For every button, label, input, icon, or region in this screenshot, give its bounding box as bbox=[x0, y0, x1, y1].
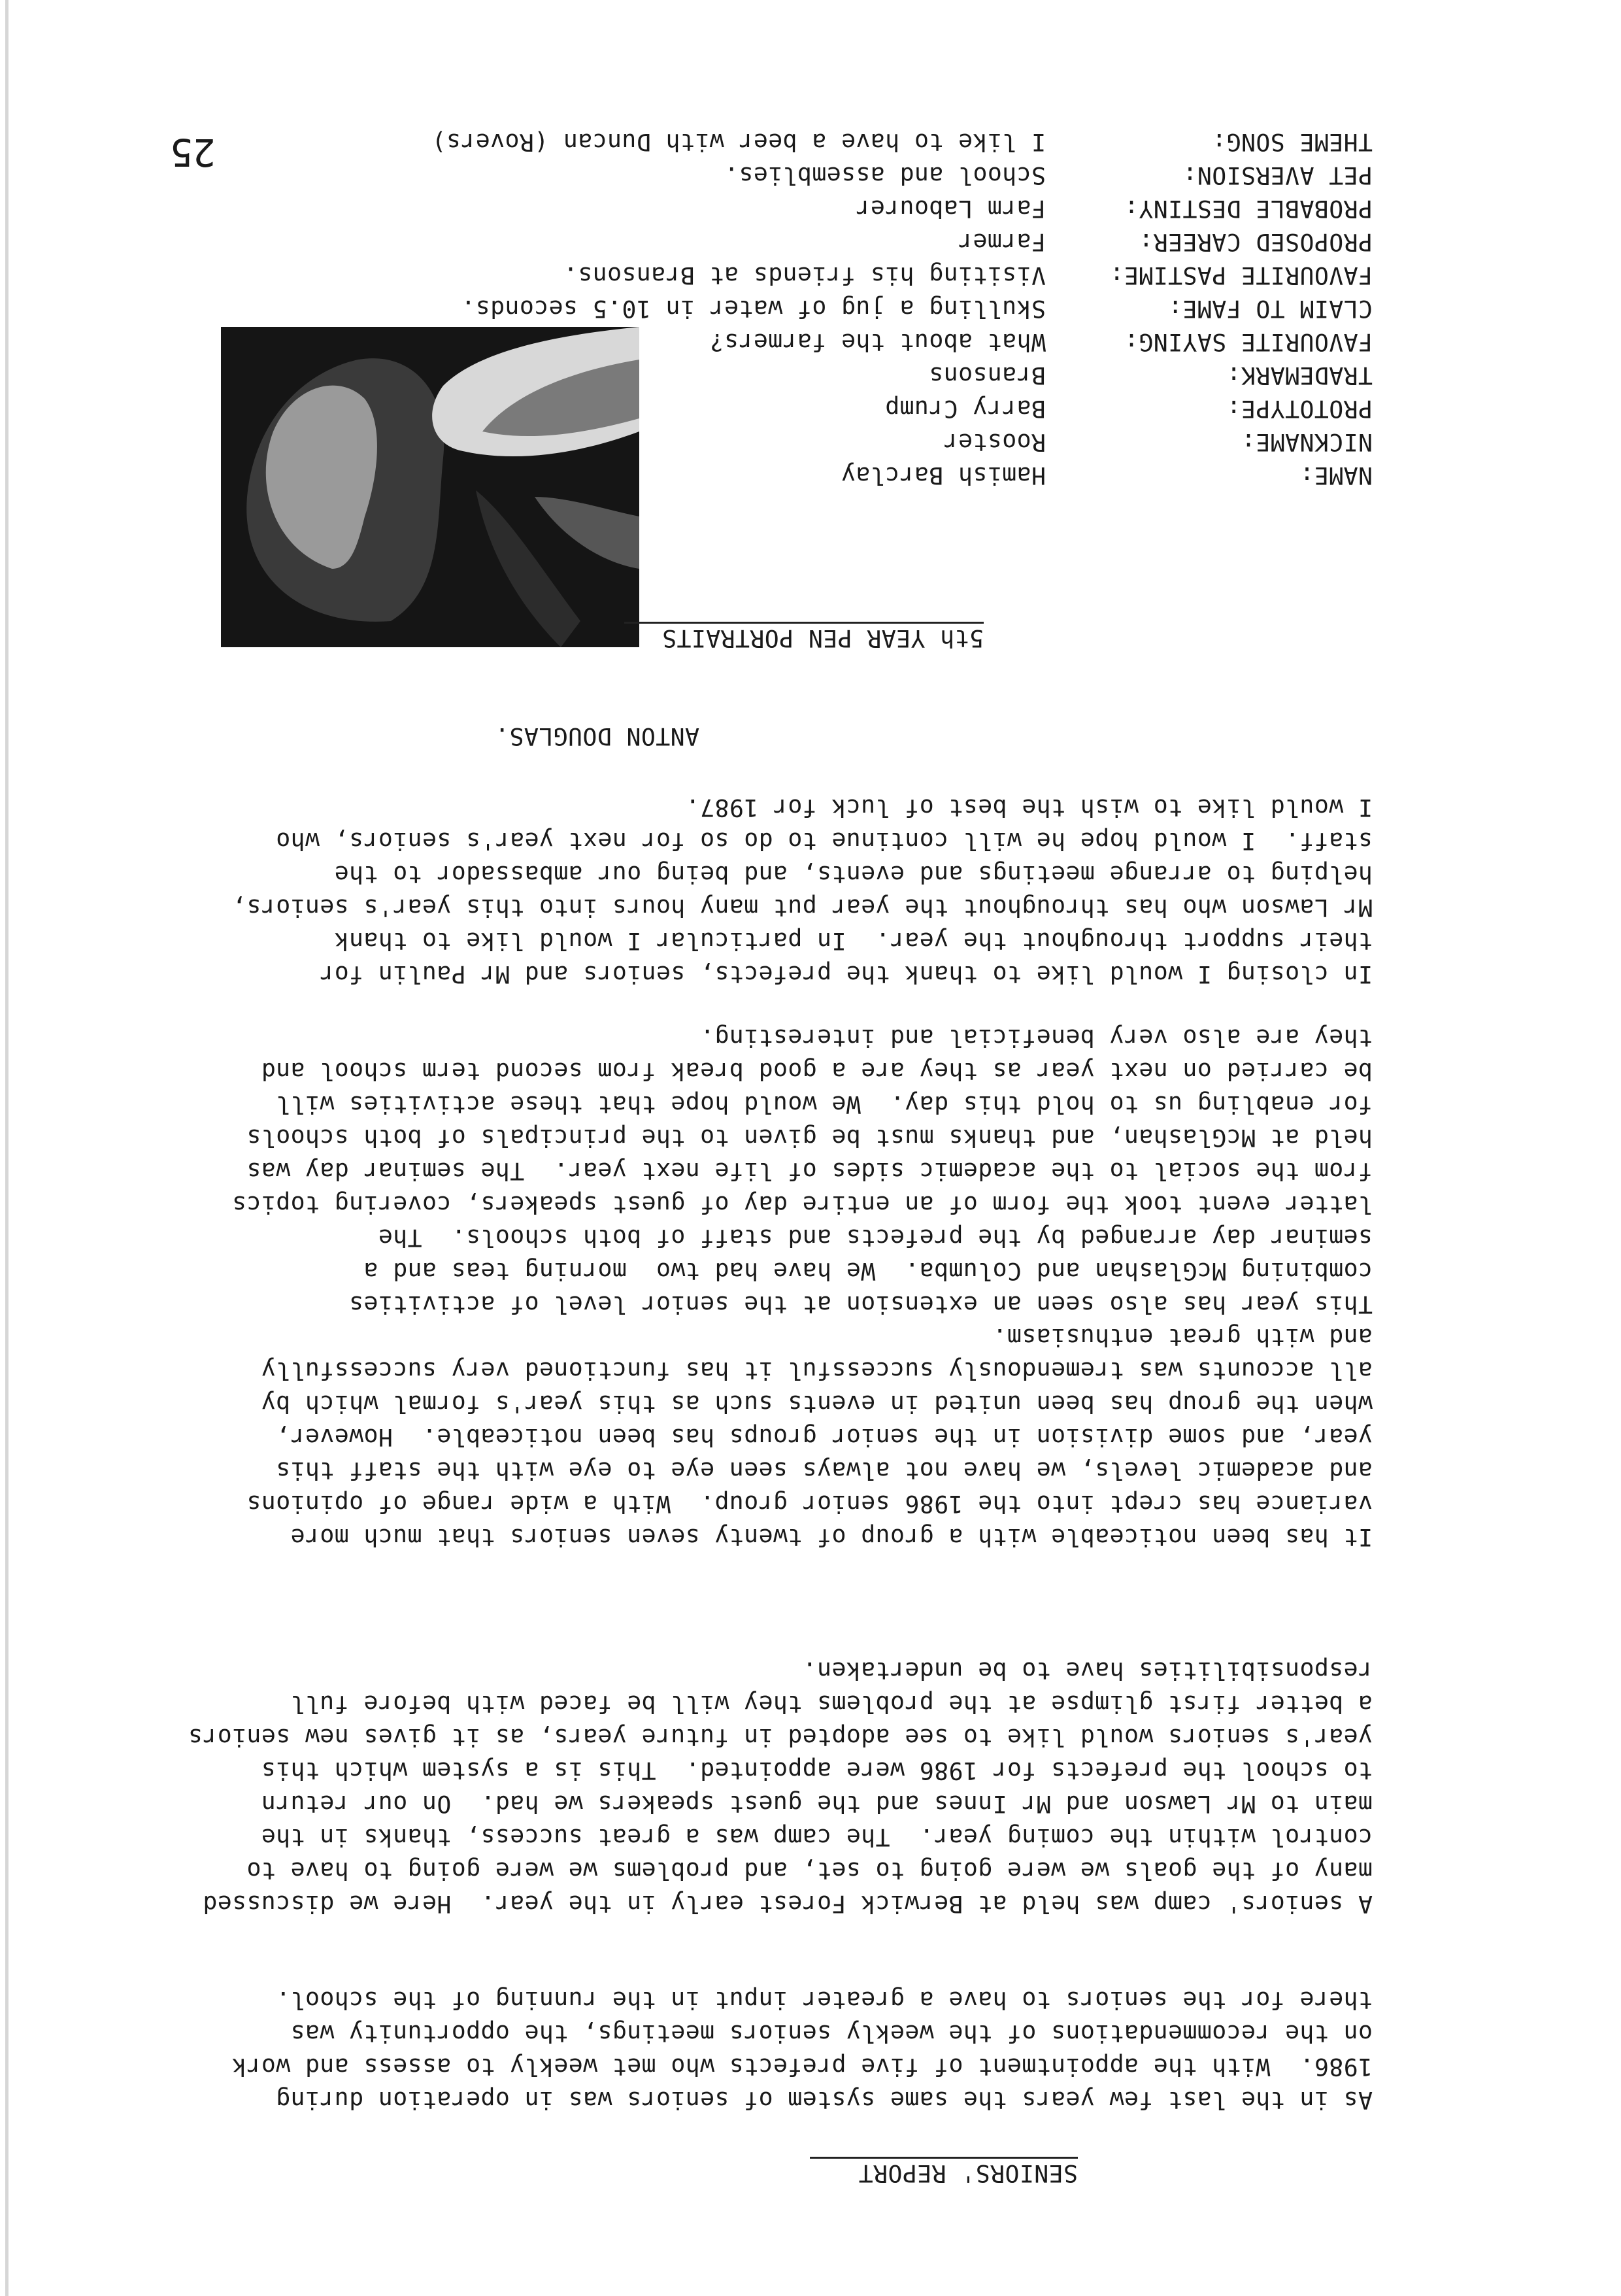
portrait-label-name: NAME: bbox=[1299, 462, 1373, 490]
page-number: 25 bbox=[170, 130, 216, 175]
portrait-value-name: Hamish Barclay bbox=[841, 462, 1046, 490]
report-paragraph-camp: A seniors' camp was held at Berwick Forest early in the year. Here we discussed many of the goals we were going to set, and problems we were going to have to control within the coming year. The camp was a great success, thanks in the main to Mr Lawson and Mr Innes and the guest speakers we had. On our return to school the prefects for 1986 were appointed. This is a system which this year's seniors would like to see adopted in future years, as it gives new seniors a better first glimpse at the problems they will be faced with before full responsibilities have to be undertaken. bbox=[188, 1657, 1373, 1918]
portrait-photo bbox=[221, 327, 639, 647]
portrait-value-pastime: Visiting his friends at Bransons. bbox=[563, 262, 1046, 290]
portrait-label-pastime: FAVOURITE PASTIME: bbox=[1109, 262, 1373, 290]
report-heading-underline bbox=[810, 2157, 1078, 2159]
report-heading: SENIORS' REPORT bbox=[858, 2159, 1078, 2187]
report-paragraph-intro: As in the last few years the same system of seniors was in operation during 1986. With the appointment of five prefects who met weekly to assess and work on the recommendations of the weekly seniors meetings, the opportunity was there for the seniors to have a greater input in the running of the school. bbox=[231, 1986, 1373, 2114]
report-paragraph-closing: In closing I would like to thank the prefects, seniors and Mr Paulin for their support throughout the year. In particular I would like to thank Mr Lawson who has throughout the year put many hours into this year's seniors, helping to arrange meetings and events, and being our ambassador to the staff. I would hope he will continue to do so for next year's seniors, who I would like to wish the best of luck for 1987. bbox=[231, 794, 1373, 988]
page-edge-shadow bbox=[5, 0, 8, 2296]
portrait-value-career: Farmer bbox=[958, 228, 1046, 256]
portrait-value-aversion: School and assemblies. bbox=[724, 161, 1046, 190]
portrait-label-fame: CLAIM TO FAME: bbox=[1167, 295, 1373, 323]
portrait-value-theme-song: I like to have a beer with Duncan (Rovers) bbox=[431, 128, 1046, 156]
portrait-label-saying: FAVOURITE SAYING: bbox=[1124, 328, 1373, 356]
portrait-value-destiny: Farm Labourer bbox=[856, 195, 1046, 223]
portrait-label-aversion: PET AVERSION: bbox=[1182, 161, 1373, 190]
report-signature: ANTON DOUGLAS. bbox=[494, 722, 699, 751]
portrait-value-trademark: Bransons bbox=[929, 362, 1046, 390]
portrait-value-saying: What about the farmers? bbox=[709, 328, 1046, 356]
portrait-photo-graphic bbox=[221, 327, 639, 647]
portrait-label-destiny: PROBABLE DESTINY: bbox=[1124, 195, 1373, 223]
portrait-value-fame: Skulling a jug of water in 10.5 seconds. bbox=[461, 295, 1046, 323]
portrait-label-theme-song: THEME SONG: bbox=[1211, 128, 1373, 156]
portrait-value-prototype: Barry Crump bbox=[884, 395, 1046, 423]
portraits-heading: 5th YEAR PEN PORTRAITS bbox=[661, 624, 984, 652]
report-paragraph-variance: It has been noticeable with a group of twenty seven seniors that much more variance has crept into the 1986 senior group. With a wide range of opinions and academic levels, we have not always seen eye to eye with the staff this year, and some division in the senior groups has been noticeable. However, when the group has been united in events such as this year's formal which by all accounts was tremendously successful it has functioned very successfully and with great enthusiasm. bbox=[246, 1323, 1373, 1551]
portrait-label-career: PROPOSED CAREER: bbox=[1139, 228, 1373, 256]
report-paragraph-seminar: This year has also seen an extension at the senior level of activities combining McGlashan and Columba. We have had two morning teas and a seminar day arranged by the prefects and staff of both schools. The latter event took the form of an entire day of guest speakers, covering topics from the social to the academic sides of life next year. The seminar day was held at McGlashan, and thanks must be given to the principals of both schools for enabling us to hold this day. We would hope that these activities will be carried on next year as they are a good break from second term school and they are also very beneficial and interesting. bbox=[231, 1024, 1373, 1319]
portrait-label-prototype: PROTOTYPE: bbox=[1226, 395, 1373, 423]
portrait-value-nickname: Rooster bbox=[943, 428, 1046, 456]
portrait-label-nickname: NICKNAME: bbox=[1241, 428, 1373, 456]
portrait-label-trademark: TRADEMARK: bbox=[1226, 362, 1373, 390]
portraits-heading-underline bbox=[624, 622, 984, 624]
